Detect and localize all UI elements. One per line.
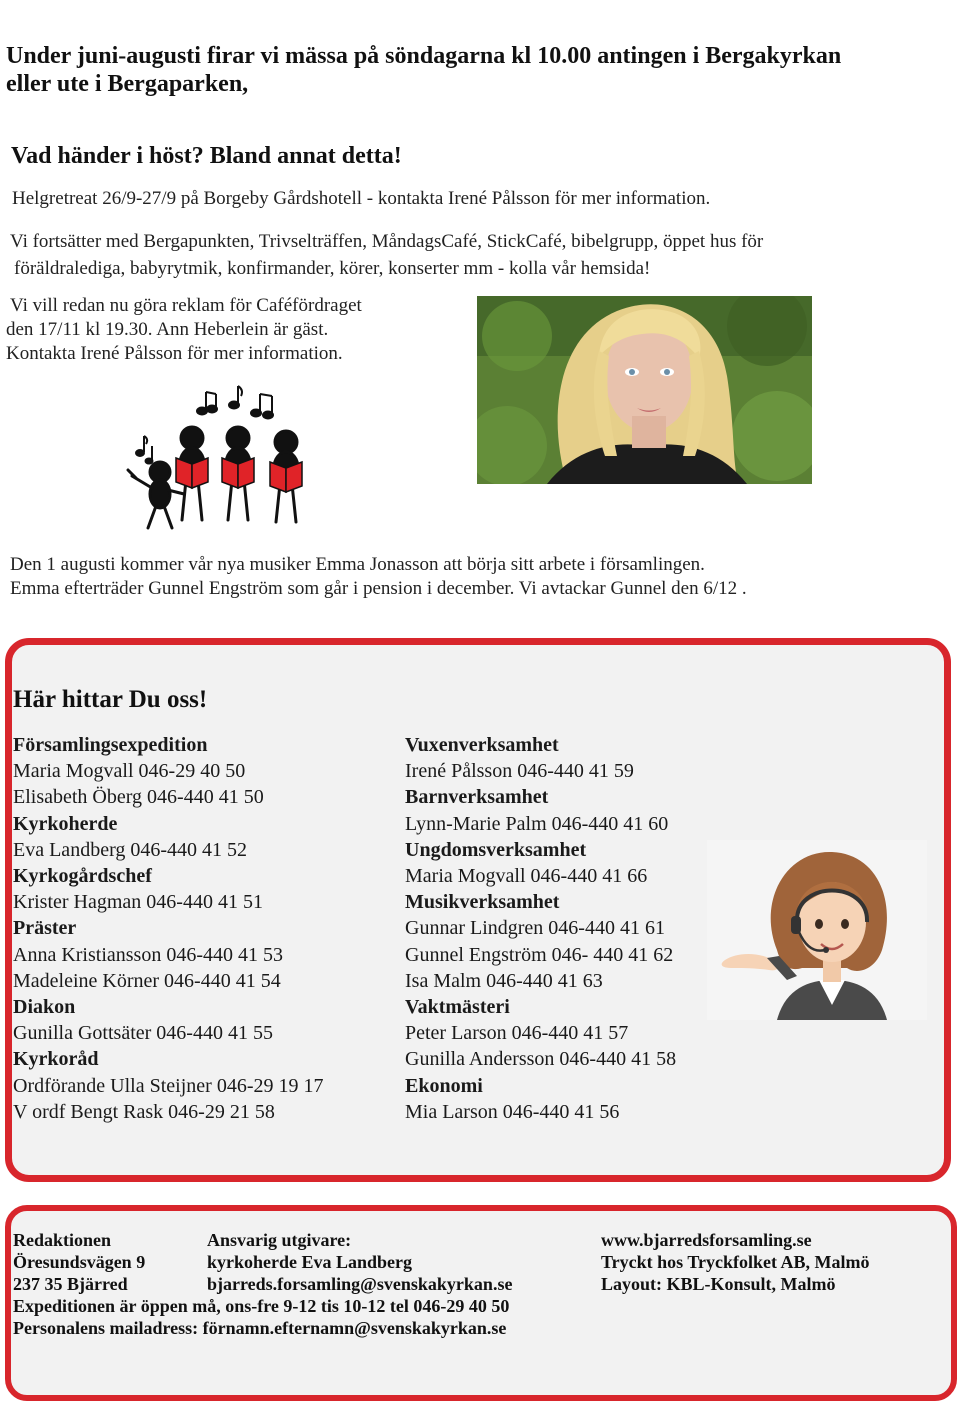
- contact-entry: Gunilla Andersson 046-440 41 58: [405, 1048, 677, 1071]
- portrait-photo-drawing: [477, 296, 812, 484]
- cafe-line-2: den 17/11 kl 19.30. Ann Heberlein är gäst.: [6, 319, 329, 340]
- footer-editorial: [13, 1229, 145, 1295]
- choir-illustration: [120, 380, 320, 538]
- footer-opening-hours: Expeditionen är öppen må, ons-fre 9-12 tis 10-12 tel 046-29 40 50: [13, 1296, 510, 1316]
- new-musician-text: [10, 553, 950, 601]
- retreat-text: Helgretreat 26/9-27/9 på Borgeby Gårdshotell - kontakta Irené Pålsson för mer information.: [12, 188, 711, 209]
- contact-entry: Elisabeth Öberg 046-440 41 50: [13, 786, 264, 809]
- intro-line-2: eller ute i Bergaparken,: [6, 71, 249, 97]
- contact-entry: Madeleine Körner 046-440 41 54: [13, 969, 281, 992]
- contact-entry: Gunilla Gottsäter 046-440 41 55: [13, 1022, 273, 1045]
- contact-role-heading: Vuxenverksamhet: [405, 734, 559, 756]
- footer-publisher-1: Ansvarig utgivare:: [207, 1230, 352, 1250]
- contact-entry: Anna Kristiansson 046-440 41 53: [13, 943, 283, 966]
- contact-entry: Gunnar Lindgren 046-440 41 61: [405, 917, 665, 940]
- footer-publisher: [207, 1229, 512, 1295]
- contact-entry: Maria Mogvall 046-29 40 50: [13, 760, 246, 783]
- footer-publisher-email[interactable]: bjarreds.forsamling@svenskakyrkan.se: [207, 1274, 513, 1294]
- contact-entry: Isa Malm 046-440 41 63: [405, 969, 603, 992]
- footer-website-link[interactable]: www.bjarredsforsamling.se: [601, 1230, 812, 1250]
- contacts-left-column: [13, 732, 393, 1125]
- contact-role-heading: Vaktmästeri: [405, 996, 510, 1019]
- cafe-line-1: Vi vill redan nu göra reklam för Caféfördraget: [10, 295, 362, 316]
- activities-line-2: föräldralediga, babyrytmik, konfirmander, körer, konserter mm - kolla vår hemsida!: [14, 258, 651, 279]
- autumn-heading: Vad händer i höst? Bland annat detta!: [11, 143, 402, 169]
- footer-printer: Tryckt hos Tryckfolket AB, Malmö: [601, 1252, 870, 1272]
- footer-editorial-3: 237 35 Bjärred: [13, 1274, 128, 1294]
- footer-editorial-2: Öresundsvägen 9: [13, 1252, 146, 1272]
- contact-role-heading: Ungdomsverksamhet: [405, 838, 587, 861]
- contact-entry: Krister Hagman 046-440 41 51: [13, 891, 263, 914]
- contact-entry: Lynn-Marie Palm 046-440 41 60: [405, 812, 669, 835]
- footer-staff-email: Personalens mailadress: förnamn.efternamn@svenskakyrkan.se: [13, 1318, 507, 1338]
- contacts-right-column: [405, 732, 725, 1125]
- contact-entry: Ordförande Ulla Steijner 046-29 19 17: [13, 1074, 324, 1097]
- contact-role-heading: Musikverksamhet: [405, 891, 560, 914]
- intro-line-1: Under juni-augusti firar vi mässa på söndagarna kl 10.00 antingen i Bergakyrkan: [6, 43, 842, 69]
- musician-line-2: Emma efterträder Gunnel Engström som går i pension i december. Vi avtackar Gunnel den 6/12 .: [10, 578, 747, 599]
- contact-entry: V ordf Bengt Rask 046-29 21 58: [13, 1100, 275, 1123]
- activities-line-1: Vi fortsätter med Bergapunkten, Trivselträffen, MåndagsCafé, StickCafé, bibelgrupp, öppet hus för: [10, 231, 764, 252]
- cafe-announcement: [6, 294, 456, 366]
- intro-text: [6, 42, 946, 98]
- contact-role-heading: Ekonomi: [405, 1074, 483, 1097]
- contact-entry: Irené Pålsson 046-440 41 59: [405, 760, 634, 783]
- footer-office-info: [13, 1295, 509, 1339]
- contact-role-heading: Präster: [13, 917, 77, 940]
- contact-entry: Mia Larson 046-440 41 56: [405, 1100, 620, 1123]
- contact-role-heading: Barnverksamhet: [405, 786, 549, 809]
- receptionist-illustration: [707, 840, 927, 1020]
- contact-role-heading: Kyrkoråd: [13, 1048, 99, 1071]
- contact-role-heading: Kyrkoherde: [13, 812, 118, 835]
- footer-print-info: [601, 1229, 870, 1295]
- choir-drawing: [120, 380, 320, 538]
- footer-publisher-2: kyrkoherde Eva Landberg: [207, 1252, 413, 1272]
- activities-text: [10, 228, 930, 282]
- contact-entry: Gunnel Engström 046- 440 41 62: [405, 943, 674, 966]
- musician-line-1: Den 1 augusti kommer vår nya musiker Emma Jonasson att börja sitt arbete i församlingen.: [10, 554, 705, 575]
- contact-role-heading: Diakon: [13, 996, 76, 1019]
- contact-entry: Maria Mogvall 046-440 41 66: [405, 865, 648, 888]
- contact-entry: Peter Larson 046-440 41 57: [405, 1022, 629, 1045]
- contact-role-heading: Kyrkogårdschef: [13, 865, 152, 888]
- cafe-line-3: Kontakta Irené Pålsson för mer information.: [6, 343, 343, 364]
- contact-role-heading: Församlingsexpedition: [13, 734, 208, 756]
- footer-editorial-1: Redaktionen: [13, 1230, 112, 1250]
- portrait-photo: [477, 296, 812, 484]
- footer-layout: Layout: KBL-Konsult, Malmö: [601, 1274, 836, 1294]
- contacts-heading: Här hittar Du oss!: [13, 686, 208, 713]
- receptionist-drawing: [707, 840, 927, 1020]
- contact-entry: Eva Landberg 046-440 41 52: [13, 838, 248, 861]
